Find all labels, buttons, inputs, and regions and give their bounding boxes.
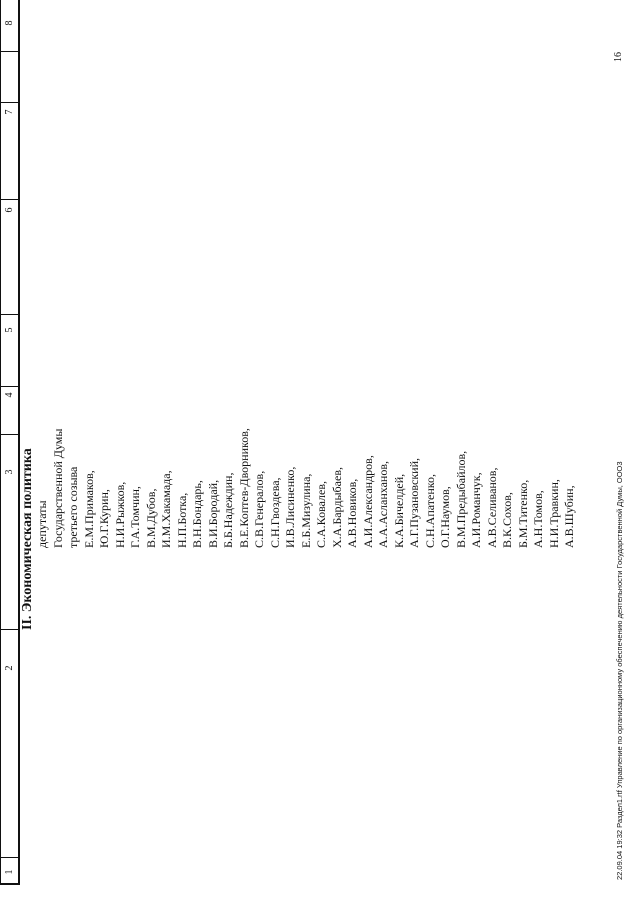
- column-number-5: 5: [4, 327, 15, 333]
- table-top-rule: [0, 0, 1, 885]
- list-item: Государственной Думы: [50, 428, 65, 548]
- column-number-3: 3: [4, 469, 15, 475]
- list-item: С.Н.Гвоздева,: [267, 477, 282, 548]
- list-item: К.А.Бичелдей,: [391, 473, 406, 548]
- list-item: В.Е.Коптев-Дворников,: [236, 428, 251, 548]
- list-item: А.Н.Томов,: [531, 490, 545, 548]
- page-number: 16: [613, 52, 624, 62]
- list-item: Н.И.Рыжков,: [112, 481, 127, 548]
- column-number-1: 1: [4, 869, 15, 875]
- column-number-4: 4: [4, 392, 15, 398]
- list-item: Е.Б.Мизулина,: [298, 473, 313, 548]
- list-item: В.М.Предыбайлов,: [453, 450, 468, 548]
- column-divider-8: [0, 51, 20, 52]
- list-item: третьего созыва: [66, 466, 80, 548]
- list-item: А.В.Селиванов,: [484, 467, 499, 548]
- list-item: С.Н.Апатенко,: [422, 474, 437, 548]
- list-item: И.В.Лисиненко,: [283, 466, 297, 548]
- list-item: Х.А.Бардыбаев,: [329, 467, 344, 548]
- table-left-border: [0, 883, 20, 885]
- column-divider-3: [0, 434, 20, 435]
- list-item: Н.П.Ботка,: [174, 492, 189, 548]
- list-item: О.Г.Наумов,: [438, 486, 452, 548]
- list-item: Ю.Г.Курин,: [97, 489, 111, 548]
- list-item: Е.М.Примаков,: [81, 470, 96, 548]
- list-item: Б.М.Титенко,: [515, 479, 530, 548]
- column-number-6: 6: [4, 207, 15, 213]
- column-number-2: 2: [4, 665, 15, 671]
- header-bottom-rule: [18, 0, 20, 885]
- list-item: А.Г.Пузановский,: [407, 458, 421, 548]
- list-item: В.К.Сохов,: [500, 492, 514, 548]
- list-item: А.А.Асланханов,: [376, 460, 390, 548]
- column-divider-5: [0, 314, 20, 315]
- column-number-8: 8: [4, 20, 15, 26]
- column-divider-1: [0, 857, 20, 858]
- list-item: А.В.Шубин,: [562, 485, 576, 548]
- footer-text: 22.09.04 19:32 Раздел1.rtf Управление по организационному обеспечению деятельности Государственной Думы, ООО3: [615, 461, 624, 880]
- list-item: Б.Б.Надеждин,: [221, 472, 235, 548]
- list-item: А.В.Новиков,: [345, 478, 359, 548]
- list-item: Н.И.Травкин,: [546, 479, 561, 548]
- list-item: А.И.Александров,: [360, 455, 375, 548]
- list-item: А.И.Романчук,: [469, 472, 483, 548]
- deputies-list: [35, 428, 578, 548]
- list-item: депутаты: [35, 500, 49, 548]
- list-item: С.В.Генералов,: [252, 470, 266, 548]
- list-item: С.А.Ковалев,: [314, 481, 328, 548]
- list-item: В.Н.Бондарь,: [190, 480, 204, 548]
- list-item: В.И.Бородай,: [205, 479, 220, 548]
- list-item: В.М.Дубов,: [143, 488, 158, 548]
- column-number-7: 7: [4, 109, 15, 115]
- list-item: И.М.Хакамада,: [159, 470, 173, 548]
- list-item: Г.А.Томчин,: [128, 486, 142, 548]
- section-heading: II. Экономическая политика: [20, 448, 35, 630]
- column-divider-2: [0, 629, 20, 630]
